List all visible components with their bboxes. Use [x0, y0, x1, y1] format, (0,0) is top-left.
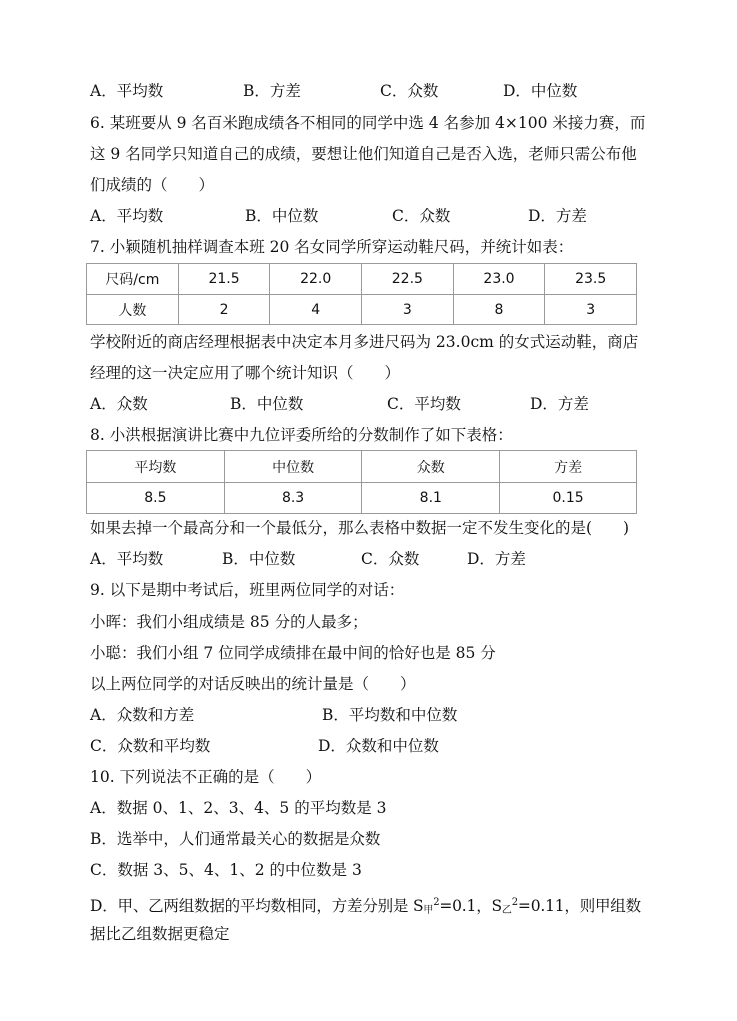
q6-stem-line-2: 这 9 名同学只知道自己的成绩，要想让他们知道自己是否入选，老师只需公布他 — [90, 145, 637, 163]
q7-option-a[interactable]: A．众数 — [90, 395, 148, 413]
table-cell: 0.15 — [500, 483, 637, 514]
q7-option-d[interactable]: D．方差 — [530, 395, 589, 413]
table-cell: 4 — [270, 295, 362, 325]
q5-option-c[interactable]: C．众数 — [380, 82, 439, 100]
table-header-cell: 方差 — [500, 451, 637, 483]
subscript-jia: 甲 — [423, 905, 434, 916]
table-cell: 8.5 — [87, 483, 225, 514]
row-label-size: 尺码/cm — [87, 264, 179, 295]
q9-stem-line-1: 9. 以下是期中考试后，班里两位同学的对话： — [90, 581, 405, 599]
q6-option-a[interactable]: A．平均数 — [90, 207, 164, 225]
q7-option-c[interactable]: C．平均数 — [387, 395, 461, 413]
q9-option-b[interactable]: B．平均数和中位数 — [322, 706, 458, 724]
score-table — [86, 450, 637, 514]
q7-text-line-2: 经理的这一决定应用了哪个统计知识（ ） — [90, 364, 401, 382]
table-cell: 8.3 — [224, 483, 362, 514]
q6-stem-line-1: 6. 某班要从 9 名百米跑成绩各不相同的同学中选 4 名参加 4×100 米接力赛，而 — [90, 114, 646, 132]
q10-option-c[interactable]: C．数据 3、5、4、1、2 的中位数是 3 — [90, 861, 362, 879]
q8-text-line: 如果去掉一个最高分和一个最低分，那么表格中数据一定不发生变化的是( ) — [90, 519, 630, 537]
q7-stem: 7. 小颖随机抽样调查本班 20 名女同学所穿运动鞋尺码，并统计如表： — [90, 238, 574, 256]
q9-stem-line-2: 小晖：我们小组成绩是 85 分的人最多； — [90, 613, 368, 631]
q8-stem: 8. 小洪根据演讲比赛中九位评委所给的分数制作了如下表格： — [90, 426, 513, 444]
q10-option-d[interactable] — [90, 893, 641, 921]
table-cell: 22.0 — [270, 264, 362, 295]
superscript-2: 2 — [433, 897, 440, 908]
q6-option-c[interactable]: C．众数 — [392, 207, 451, 225]
table-cell: 2 — [178, 295, 270, 325]
table-row — [87, 483, 637, 514]
q9-stem-line-3: 小聪：我们小组 7 位同学成绩排在最中间的恰好也是 85 分 — [90, 644, 496, 662]
q7-option-b[interactable]: B．中位数 — [230, 395, 304, 413]
table-cell: 3 — [545, 295, 637, 325]
table-cell: 23.5 — [545, 264, 637, 295]
q10-option-d-line-2: 据比乙组数据更稳定 — [90, 925, 230, 943]
q9-stem-line-4: 以上两位同学的对话反映出的统计量是（ ） — [90, 675, 416, 693]
q9-option-d[interactable]: D．众数和中位数 — [318, 737, 439, 755]
q9-option-c[interactable]: C．众数和平均数 — [90, 737, 211, 755]
table-header-cell: 平均数 — [87, 451, 225, 483]
table-row — [87, 451, 637, 483]
q10-d-text-3: =0.11，则甲组数 — [517, 897, 641, 915]
q10-option-a[interactable]: A．数据 0、1、2、3、4、5 的平均数是 3 — [90, 799, 387, 817]
q10-d-text-2: =0.1，S — [439, 897, 502, 915]
subscript-yi: 乙 — [501, 905, 512, 916]
table-cell: 22.5 — [362, 264, 454, 295]
q6-stem-line-3: 们成绩的（ ） — [90, 176, 215, 194]
q8-option-c[interactable]: C．众数 — [361, 550, 420, 568]
table-header-cell: 中位数 — [224, 451, 362, 483]
table-header-cell: 众数 — [362, 451, 500, 483]
table-cell: 23.0 — [453, 264, 545, 295]
q10-option-b[interactable]: B．选举中，人们通常最关心的数据是众数 — [90, 830, 381, 848]
table-row — [87, 295, 637, 325]
shoe-size-table — [86, 263, 637, 325]
q5-option-b[interactable]: B．方差 — [243, 82, 301, 100]
q9-option-a[interactable]: A．众数和方差 — [90, 706, 195, 724]
table-cell: 21.5 — [178, 264, 270, 295]
q6-option-d[interactable]: D．方差 — [528, 207, 587, 225]
q10-d-text-1: D．甲、乙两组数据的平均数相同，方差分别是 S — [90, 897, 424, 915]
superscript-2: 2 — [511, 897, 518, 908]
q8-option-b[interactable]: B．中位数 — [222, 550, 296, 568]
q7-text-line-1: 学校附近的商店经理根据表中决定本月多进尺码为 23.0cm 的女式运动鞋，商店 — [90, 333, 639, 351]
q8-option-a[interactable]: A．平均数 — [90, 550, 164, 568]
q8-option-d[interactable]: D．方差 — [467, 550, 526, 568]
q10-stem: 10. 下列说法不正确的是（ ） — [90, 768, 322, 786]
q5-option-d[interactable]: D．中位数 — [503, 82, 578, 100]
table-row — [87, 264, 637, 295]
table-cell: 8.1 — [362, 483, 500, 514]
row-label-count: 人数 — [87, 295, 179, 325]
table-cell: 3 — [362, 295, 454, 325]
table-cell: 8 — [453, 295, 545, 325]
q6-option-b[interactable]: B．中位数 — [245, 207, 319, 225]
q5-option-a[interactable]: A．平均数 — [90, 82, 164, 100]
